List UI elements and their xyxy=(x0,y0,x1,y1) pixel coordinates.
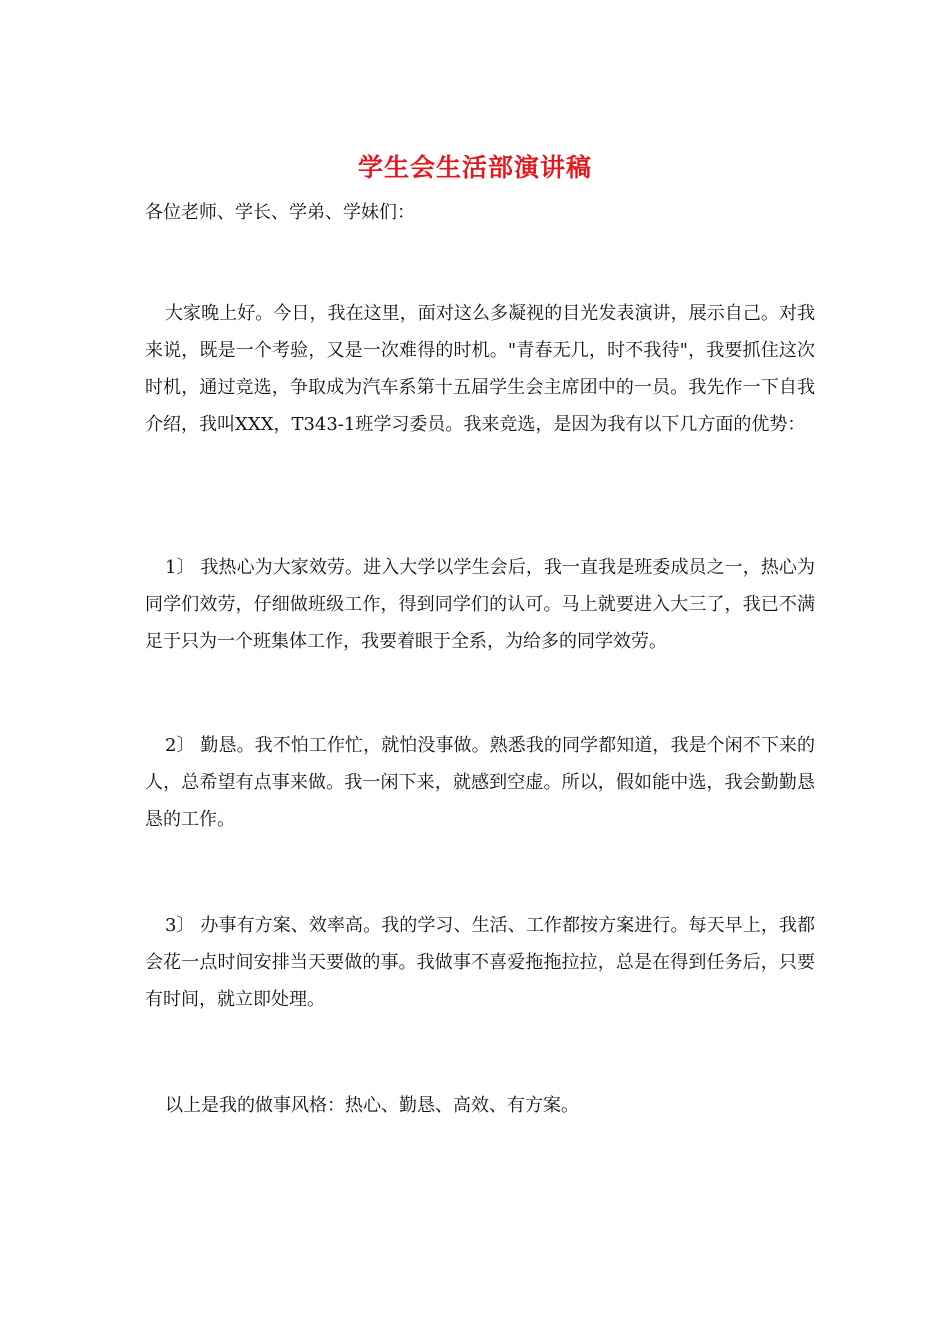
paragraph-point-3: 3〕 办事有方案、效率高。我的学习、生活、工作都按方案进行。每天早上，我都会花一点时间安排当天要做的事。我做事不喜爱拖拖拉拉，总是在得到任务后，只要有时间，就立即处理。 xyxy=(145,915,815,1010)
paragraph-intro: 大家晚上好。今日，我在这里，面对这么多凝视的目光发表演讲，展示自己。对我来说，既是一个考验，又是一次难得的时机。"青春无几，时不我待"，我要抓住这次时机，通过竞选，争取成为汽车系第十五届学生会主席团中的一员。我先作一下自我介绍，我叫XXX，T343-1班学习委员。我来竞选，是因为我有以下几方面的优势： xyxy=(145,303,815,435)
document-title: 学生会生活部演讲稿 xyxy=(357,153,592,182)
paragraph-point-2: 2〕 勤恳。我不怕工作忙，就怕没事做。熟悉我的同学都知道，我是个闲不下来的人，总希望有点事来做。我一闲下来，就感到空虚。所以，假如能中选，我会勤勤恳恳的工作。 xyxy=(145,735,815,830)
paragraph-summary: 以上是我的做事风格：热心、勤恳、高效、有方案。 xyxy=(165,1095,579,1116)
paragraph-point-1: 1〕 我热心为大家效劳。进入大学以学生会后，我一直我是班委成员之一，热心为同学们效劳，仔细做班级工作，得到同学们的认可。马上就要进入大三了，我已不满足于只为一个班集体工作，我要着眼于全系，为给多的同学效劳。 xyxy=(145,557,815,652)
salutation: 各位老师、学长、学弟、学妹们： xyxy=(145,202,415,223)
